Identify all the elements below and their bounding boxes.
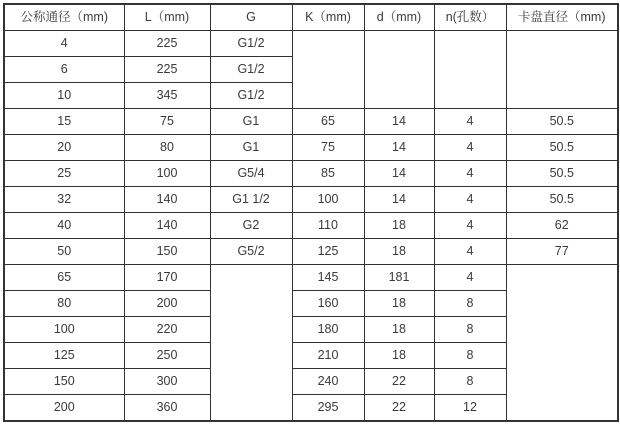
table-row: [4, 109, 618, 135]
table-cell: 110: [292, 213, 364, 239]
table-cell: [364, 31, 434, 109]
table-cell: G1/2: [210, 57, 292, 83]
table-cell: G5/2: [210, 239, 292, 265]
table-row: [4, 239, 618, 265]
table-cell: 50.5: [506, 109, 618, 135]
table-cell: 8: [434, 291, 506, 317]
table-cell: 180: [292, 317, 364, 343]
table-cell: [506, 31, 618, 109]
table-row: [4, 213, 618, 239]
table-cell: G1: [210, 109, 292, 135]
table-cell: [292, 31, 364, 109]
table-cell: 345: [124, 83, 210, 109]
table-cell: 77: [506, 239, 618, 265]
table-row: [4, 31, 618, 57]
table-cell: 6: [4, 57, 124, 83]
table-cell: G5/4: [210, 161, 292, 187]
table-cell: 300: [124, 369, 210, 395]
table-cell: G1/2: [210, 83, 292, 109]
table-cell: 150: [4, 369, 124, 395]
column-header-6: 卡盘直径（mm): [506, 4, 618, 31]
dimension-spec-table: [3, 3, 619, 422]
table-cell: 250: [124, 343, 210, 369]
table-cell: 75: [124, 109, 210, 135]
table-cell: 14: [364, 187, 434, 213]
table-cell: G1: [210, 135, 292, 161]
table-cell: 50.5: [506, 161, 618, 187]
column-header-1: L（mm): [124, 4, 210, 31]
table-cell: 32: [4, 187, 124, 213]
table-cell: 140: [124, 213, 210, 239]
table-cell: 360: [124, 395, 210, 422]
table-cell: 200: [124, 291, 210, 317]
table-cell: [506, 265, 618, 422]
table-cell: [434, 31, 506, 109]
column-header-5: n(孔数）: [434, 4, 506, 31]
table-cell: 75: [292, 135, 364, 161]
table-cell: 65: [292, 109, 364, 135]
table-cell: 22: [364, 395, 434, 422]
table-cell: 4: [434, 213, 506, 239]
table-cell: 62: [506, 213, 618, 239]
table-cell: 225: [124, 57, 210, 83]
table-cell: [210, 265, 292, 422]
table-cell: 160: [292, 291, 364, 317]
table-cell: 8: [434, 317, 506, 343]
table-cell: 22: [364, 369, 434, 395]
table-cell: 125: [4, 343, 124, 369]
table-cell: 4: [434, 109, 506, 135]
table-cell: 150: [124, 239, 210, 265]
table-cell: 200: [4, 395, 124, 422]
table-row: [4, 161, 618, 187]
table-cell: 145: [292, 265, 364, 291]
table-cell: 20: [4, 135, 124, 161]
table-cell: 4: [434, 265, 506, 291]
table-cell: 40: [4, 213, 124, 239]
table-cell: G2: [210, 213, 292, 239]
table-cell: 181: [364, 265, 434, 291]
table-cell: 4: [434, 187, 506, 213]
table-cell: 80: [4, 291, 124, 317]
table-row: [4, 265, 618, 291]
table-cell: 18: [364, 343, 434, 369]
table-cell: G1/2: [210, 31, 292, 57]
table-cell: 8: [434, 343, 506, 369]
table-cell: 225: [124, 31, 210, 57]
table-cell: 50.5: [506, 135, 618, 161]
table-cell: 4: [434, 239, 506, 265]
table-cell: 295: [292, 395, 364, 422]
table-cell: 14: [364, 109, 434, 135]
table-header: [4, 4, 618, 31]
table-cell: 18: [364, 239, 434, 265]
table-cell: 4: [434, 161, 506, 187]
table-cell: 18: [364, 213, 434, 239]
table-cell: 14: [364, 161, 434, 187]
table-row: [4, 135, 618, 161]
table-cell: 50.5: [506, 187, 618, 213]
table-cell: 140: [124, 187, 210, 213]
table-cell: 240: [292, 369, 364, 395]
table-body: [4, 31, 618, 422]
table-cell: 4: [4, 31, 124, 57]
table-cell: 65: [4, 265, 124, 291]
table-cell: 25: [4, 161, 124, 187]
table-cell: 170: [124, 265, 210, 291]
table-cell: 10: [4, 83, 124, 109]
table-cell: 100: [124, 161, 210, 187]
table-cell: 12: [434, 395, 506, 422]
column-header-0: 公称通径（mm): [4, 4, 124, 31]
table-cell: 85: [292, 161, 364, 187]
table-row: [4, 187, 618, 213]
table-cell: 14: [364, 135, 434, 161]
table-cell: 220: [124, 317, 210, 343]
column-header-2: G: [210, 4, 292, 31]
table-cell: G1 1/2: [210, 187, 292, 213]
table-cell: 210: [292, 343, 364, 369]
table-cell: 50: [4, 239, 124, 265]
table-cell: 80: [124, 135, 210, 161]
column-header-3: K（mm): [292, 4, 364, 31]
table-cell: 4: [434, 135, 506, 161]
table-cell: 18: [364, 291, 434, 317]
table-cell: 15: [4, 109, 124, 135]
table-cell: 100: [4, 317, 124, 343]
header-row: [4, 4, 618, 31]
table-cell: 8: [434, 369, 506, 395]
table-cell: 18: [364, 317, 434, 343]
table-cell: 100: [292, 187, 364, 213]
table-cell: 125: [292, 239, 364, 265]
column-header-4: d（mm): [364, 4, 434, 31]
